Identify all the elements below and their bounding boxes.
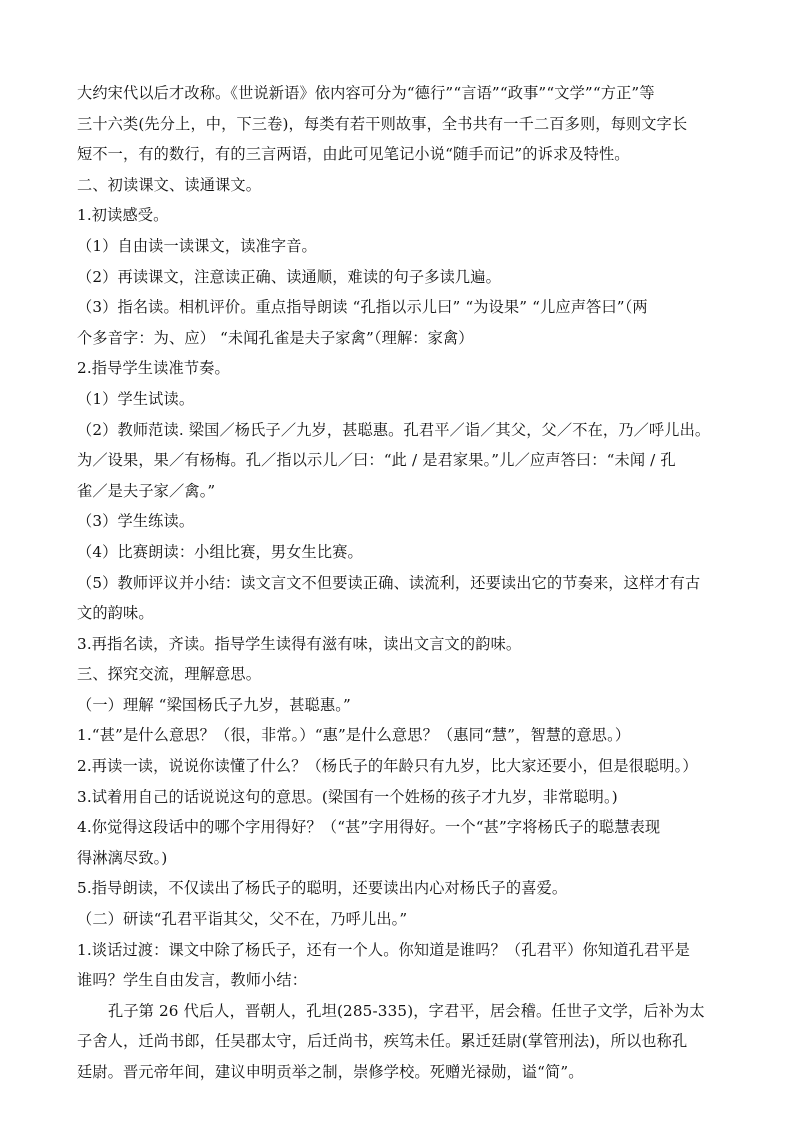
text-line: （3）学生练读。 — [77, 512, 195, 531]
text-line: 4.你觉得这段话中的哪个字用得好？（“甚”字用得好。一个“甚”字将杨氏子的聪慧表现 — [77, 818, 661, 837]
text-line: （二）研读“孔君平诣其父，父不在，乃呼儿出。” — [77, 910, 408, 929]
text-line: （1）自由读一读课文，读准字音。 — [77, 236, 317, 255]
text-line: （1）学生试读。 — [77, 389, 195, 408]
text-line: 雀／是夫子家／禽。” — [77, 481, 216, 500]
text-line: （5）教师评议并小结：读文言文不但要读正确、读流利，还要读出它的节奏来，这样才有古 — [77, 573, 701, 592]
text-line: 1.“甚”是什么意思？（很，非常。）“惠”是什么意思？（惠同“慧”，智慧的意思。） — [77, 726, 631, 745]
text-line: 文的韵味。 — [77, 604, 154, 623]
text-line: （3）指名读。相机评价。重点指导朗读 “孔指以示儿曰” “为设果” “儿应声答曰”（两 — [77, 298, 648, 317]
text-line: 谁吗？学生自由发言，教师小结： — [77, 971, 308, 990]
text-line: 短不一，有的数行，有的三言两语，由此可见笔记小说“随手而记”的诉求及特性。 — [77, 145, 630, 164]
text-line: 2.指导学生读准节奏。 — [77, 359, 230, 378]
text-line: 1.初读感受。 — [77, 206, 169, 225]
text-line: 大约宋代以后才改称。《世说新语》依内容可分为“德行”“言语”“政事”“文学”“方正”等 — [77, 84, 655, 102]
text-line: 得淋漓尽致。) — [77, 848, 168, 867]
text-line: 为／设果，果／有杨梅。孔／指以示儿／曰：“此 / 是君家果。”儿／应声答曰：“未闻 / 孔 — [77, 451, 676, 470]
text-line: （4）比赛朗读：小组比赛，男女生比赛。 — [77, 542, 363, 561]
text-line: 3.试着用自己的话说说这句的意思。(梁国有一个姓杨的孩子才九岁，非常聪明。) — [77, 787, 618, 806]
text-line: 子舍人，迁尚书郎，任吴郡太守，后迁尚书，疾笃未任。累迁廷尉(掌管刑法)，所以也称孔 — [77, 1032, 688, 1051]
text-line: 三、探究交流，理解意思。 — [77, 665, 262, 684]
text-line: 5.指导朗读，不仅读出了杨氏子的聪明，还要读出内心对杨氏子的喜爱。 — [77, 879, 568, 898]
text-line: 廷尉。晋元帝年间，建议申明贡举之制，崇修学校。死赠光禄勋，谥“简”。 — [77, 1063, 584, 1081]
text-line: 二、初读课文、读通课文。 — [77, 175, 262, 194]
text-line: 个多音字：为、应） “未闻孔雀是夫子家禽”（理解：家禽） — [77, 328, 474, 347]
document-body — [77, 78, 722, 1088]
text-line: 1.谈话过渡：课文中除了杨氏子，还有一个人。你知道是谁吗？（孔君平）你知道孔君平是 — [77, 940, 690, 959]
text-line: 2.再读一读，说说你读懂了什么？（杨氏子的年龄只有九岁，比大家还要小，但是很聪明。） — [77, 757, 698, 776]
text-line: （2）教师范读. 梁国／杨氏子／九岁，甚聪惠。孔君平／诣／其父，父／不在，乃／呼儿出。 — [77, 420, 711, 439]
text-line: （2）再读课文，注意读正确、读通顺，难读的句子多读几遍。 — [77, 267, 501, 286]
text-line: 3.再指名读，齐读。指导学生读得有滋有味，读出文言文的韵味。 — [77, 634, 522, 653]
text-line: （一）理解 “梁国杨氏子九岁，甚聪惠。” — [77, 695, 351, 714]
text-line: 孔子第 26 代后人，晋朝人，孔坦(285-335)，字君平，居会稽。任世子文学，后补为太 — [108, 1001, 705, 1020]
text-line: 三十六类(先分上，中，下三卷)，每类有若干则故事，全书共有一千二百多则，每则文字长 — [77, 114, 688, 133]
